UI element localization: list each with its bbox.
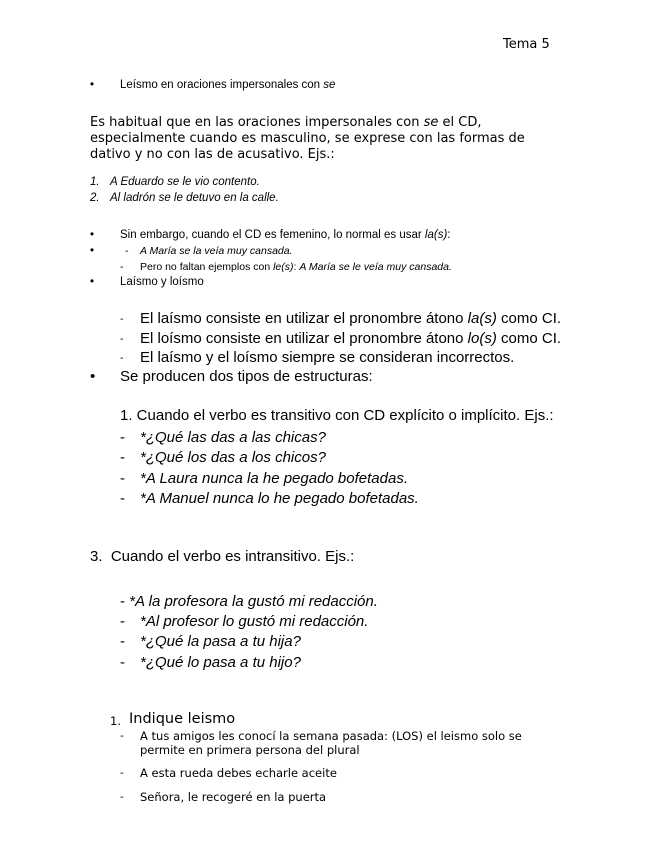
para-text: Es habitual que en las oraciones impersonales con xyxy=(90,115,424,130)
example-sentence: *¿Qué lo pasa a tu hijo? xyxy=(140,654,301,671)
sub-quote: A María se le veía muy cansada. xyxy=(299,261,452,273)
paragraph-line: dativo y no con las de acusativo. Ejs.: xyxy=(90,147,335,162)
dash-marker: - xyxy=(120,593,130,610)
dash-marker: - xyxy=(125,245,129,257)
note-text: Sin embargo, cuando el CD es femenino, lo normal es usar xyxy=(120,229,425,241)
bullet-marker: • xyxy=(90,79,95,91)
page-header-topic: Tema 5 xyxy=(503,37,550,52)
exercise-item-line: A tus amigos les conocí la semana pasada: (LOS) el leismo solo se xyxy=(140,729,522,743)
example-sentence: *A Manuel nunca lo he pegado bofetadas. xyxy=(140,490,419,507)
note-las: la(s) xyxy=(424,229,448,241)
example-sentence: *Al profesor lo gustó mi redacción. xyxy=(140,613,369,630)
dash-marker: - xyxy=(120,633,125,650)
exercise-item-line: permite en primera persona del plural xyxy=(140,743,360,757)
dash-marker: - xyxy=(120,333,124,345)
dash-marker: - xyxy=(120,654,125,671)
def-pronoun: lo(s) xyxy=(467,330,497,347)
dash-marker: - xyxy=(120,791,124,803)
sub-les: le(s) xyxy=(273,261,294,273)
sub-example xyxy=(140,261,452,273)
para-text: el CD, xyxy=(438,115,482,130)
exercise-title: Indique leismo xyxy=(129,711,236,727)
sub-example: A María se la veía muy cansada. xyxy=(140,245,293,257)
paragraph-line: especialmente cuando es masculino, se exprese con las formas de xyxy=(90,131,525,146)
definition-loismo xyxy=(140,330,561,347)
example-text: A Eduardo se le vio contento. xyxy=(110,176,260,188)
example-sentence: *¿Qué los das a los chicos? xyxy=(140,449,326,466)
note-line xyxy=(120,229,451,241)
bullet-marker: • xyxy=(90,245,95,257)
structure-heading-intransitive: 3. Cuando el verbo es intransitivo. Ejs.: xyxy=(90,548,355,565)
title-se: se xyxy=(323,79,336,91)
definition-incorrect: El laísmo y el loísmo siempre se consideran incorrectos. xyxy=(140,349,515,366)
section-title-laismo-loismo: Laísmo y loísmo xyxy=(120,276,204,288)
dash-marker: - xyxy=(120,429,125,446)
def-text: como CI. xyxy=(496,330,562,347)
paragraph-line xyxy=(90,115,482,130)
sub-text: : xyxy=(293,261,300,273)
para-se: se xyxy=(423,115,439,130)
section-title-leismo-impersonales xyxy=(120,79,335,91)
example-text: Al ladrón se le detuvo en la calle. xyxy=(110,192,279,204)
sub-text: Pero no faltan ejemplos con xyxy=(140,261,274,273)
example-sentence: *A Laura nunca la he pegado bofetadas. xyxy=(140,470,408,487)
def-pronoun: la(s) xyxy=(467,310,497,327)
exercise-number: 1. xyxy=(110,714,121,728)
bullet-marker: • xyxy=(90,368,96,385)
def-text: El laísmo consiste en utilizar el pronombre átono xyxy=(140,310,468,327)
example-sentence: *¿Qué la pasa a tu hija? xyxy=(140,633,301,650)
dash-marker: - xyxy=(120,613,125,630)
def-text: El loísmo consiste en utilizar el pronombre átono xyxy=(140,330,468,347)
dash-marker: - xyxy=(120,313,124,325)
dash-marker: - xyxy=(120,261,124,273)
example-sentence: *¿Qué las das a las chicas? xyxy=(140,429,326,446)
definition-laismo xyxy=(140,310,561,327)
dash-marker: - xyxy=(120,730,124,742)
exercise-item-line: Señora, le recogeré en la puerta xyxy=(140,790,327,804)
dash-marker: - xyxy=(120,352,124,364)
example-sentence: *A la profesora la gustó mi redacción. xyxy=(129,593,378,610)
bullet-marker: • xyxy=(90,276,95,288)
dash-marker: - xyxy=(120,767,124,779)
example-number: 1. xyxy=(90,176,100,188)
dash-marker: - xyxy=(120,470,125,487)
example-number: 2. xyxy=(90,192,100,204)
example-line xyxy=(120,593,378,610)
def-text: como CI. xyxy=(496,310,562,327)
exercise-item-line: A esta rueda debes echarle aceite xyxy=(140,766,337,780)
bullet-marker: • xyxy=(90,229,95,241)
note-text: : xyxy=(447,229,451,241)
structures-intro: Se producen dos tipos de estructuras: xyxy=(120,368,373,385)
structure-heading-transitive: 1. Cuando el verbo es transitivo con CD explícito o implícito. Ejs.: xyxy=(120,407,554,424)
dash-marker: - xyxy=(120,449,125,466)
dash-marker: - xyxy=(120,490,125,507)
title-text: Leísmo en oraciones impersonales con xyxy=(120,79,324,91)
